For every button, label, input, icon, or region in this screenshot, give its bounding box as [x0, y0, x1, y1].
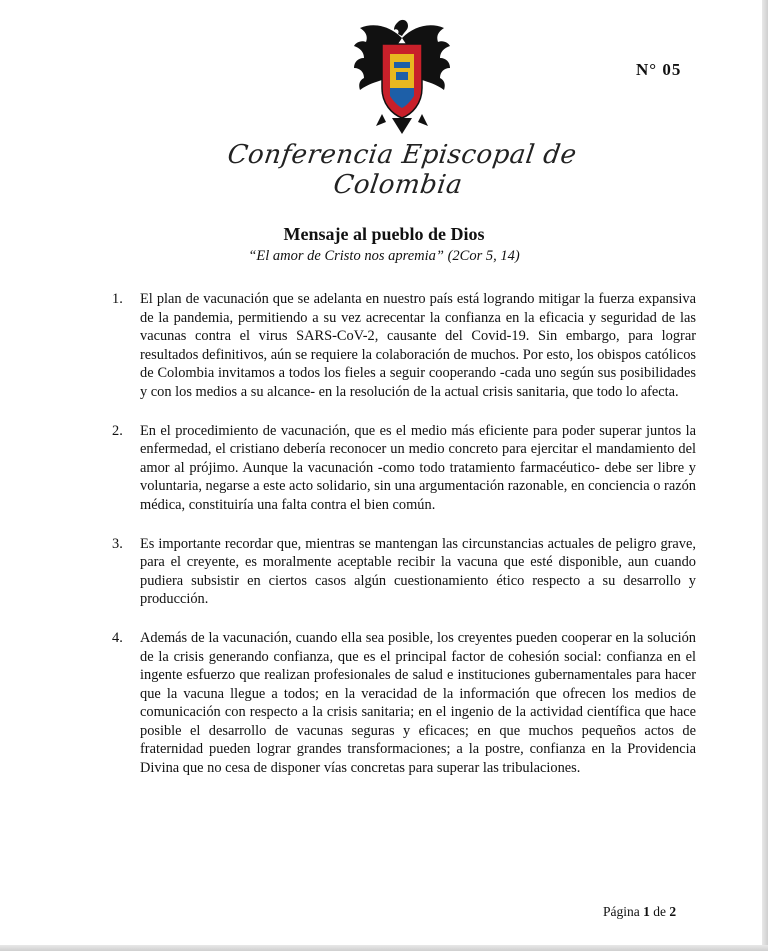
page-edge-shadow-right: [762, 0, 768, 951]
point-item: [112, 290, 696, 402]
page-current: 1: [643, 904, 650, 919]
page-indicator: [603, 904, 676, 920]
point-text: Además de la vacunación, cuando ella sea posible, los creyentes pueden cooperar en la solución de la crisis generando confianza, que es el principal factor de cohesión social: confianza en el ingente esfuerzo que realizan profesionales de salud e instituciones gubernamentales para hacer que la vacuna llegue a todos; en la veracidad de la información que ofrecen los medios de comunicación con respecto a la crisis sanitaria; en el ingenio de la actividad científica que hace posible el desarrollo de vacunas seguras y eficaces; en que muchos pequeños actos de fraternidad pueden lograr grandes transformaciones; a la postre, confianza en la Providencia Divina que no cesa de disponer vías concretas para superar las tribulaciones.: [140, 629, 696, 777]
point-text: Es importante recordar que, mientras se mantengan las circunstancias actuales de peligro grave, para el creyente, es moralmente aceptable recibir la vacuna que esté disponible, aun cuando pudiera subsistir en ciertos casos algún cuestionamiento ético respecto a su desarrollo y producción.: [140, 535, 696, 608]
point-number: 2.: [112, 422, 123, 439]
page-edge-shadow-bottom: [0, 945, 768, 951]
point-number: 4.: [112, 629, 123, 646]
message-points-list: [112, 290, 696, 798]
point-item: [112, 629, 696, 778]
point-text: En el procedimiento de vacunación, que es el medio más eficiente para poder superar juntos la enfermedad, el cristiano debería reconocer un medio concreto para ejercitar el mandamiento del amor al prójimo. Aunque la vacunación -como todo tratamiento farmacéutico- debe ser libre y voluntaria, negarse a este acto solidario, sin una argumentación razonable, en conciencia o razón médica, constituiría una falta contra el bien común.: [140, 422, 696, 513]
point-item: [112, 422, 696, 515]
document-number: N° 05: [636, 60, 682, 79]
point-number: 1.: [112, 291, 123, 307]
message-title: Mensaje al pueblo de Dios: [283, 224, 485, 244]
point-number: 3.: [112, 535, 123, 552]
page-label: Página: [603, 904, 640, 919]
page-of: de: [653, 904, 666, 919]
organization-name: Conferencia Episcopal de Colombia: [225, 140, 579, 200]
page-total: 2: [669, 904, 677, 919]
eagle-crest-icon: [352, 18, 452, 136]
point-text: El plan de vacunación que se adelanta en nuestro país está logrando mitigar la fuerza expansiva de la pandemia, permitiendo a su vez acrecentar la confianza en la eficacia y seguridad de las vacunas contra el virus SARS-CoV-2, causante del Covid-19. Sin embargo, para lograr resultados definitivos, aún se requiere la colaboración de muchos. Por esto, los obispos católicos de Colombia invitamos a todos los fieles a seguir cooperando -cada uno según sus posibilidades y con los medios a su alcance- en la resolución de la actual crisis sanitaria, que todo lo afecta.: [140, 291, 696, 400]
message-subtitle: “El amor de Cristo nos apremia” (2Cor 5, 14): [248, 248, 520, 264]
point-item: [112, 535, 696, 609]
